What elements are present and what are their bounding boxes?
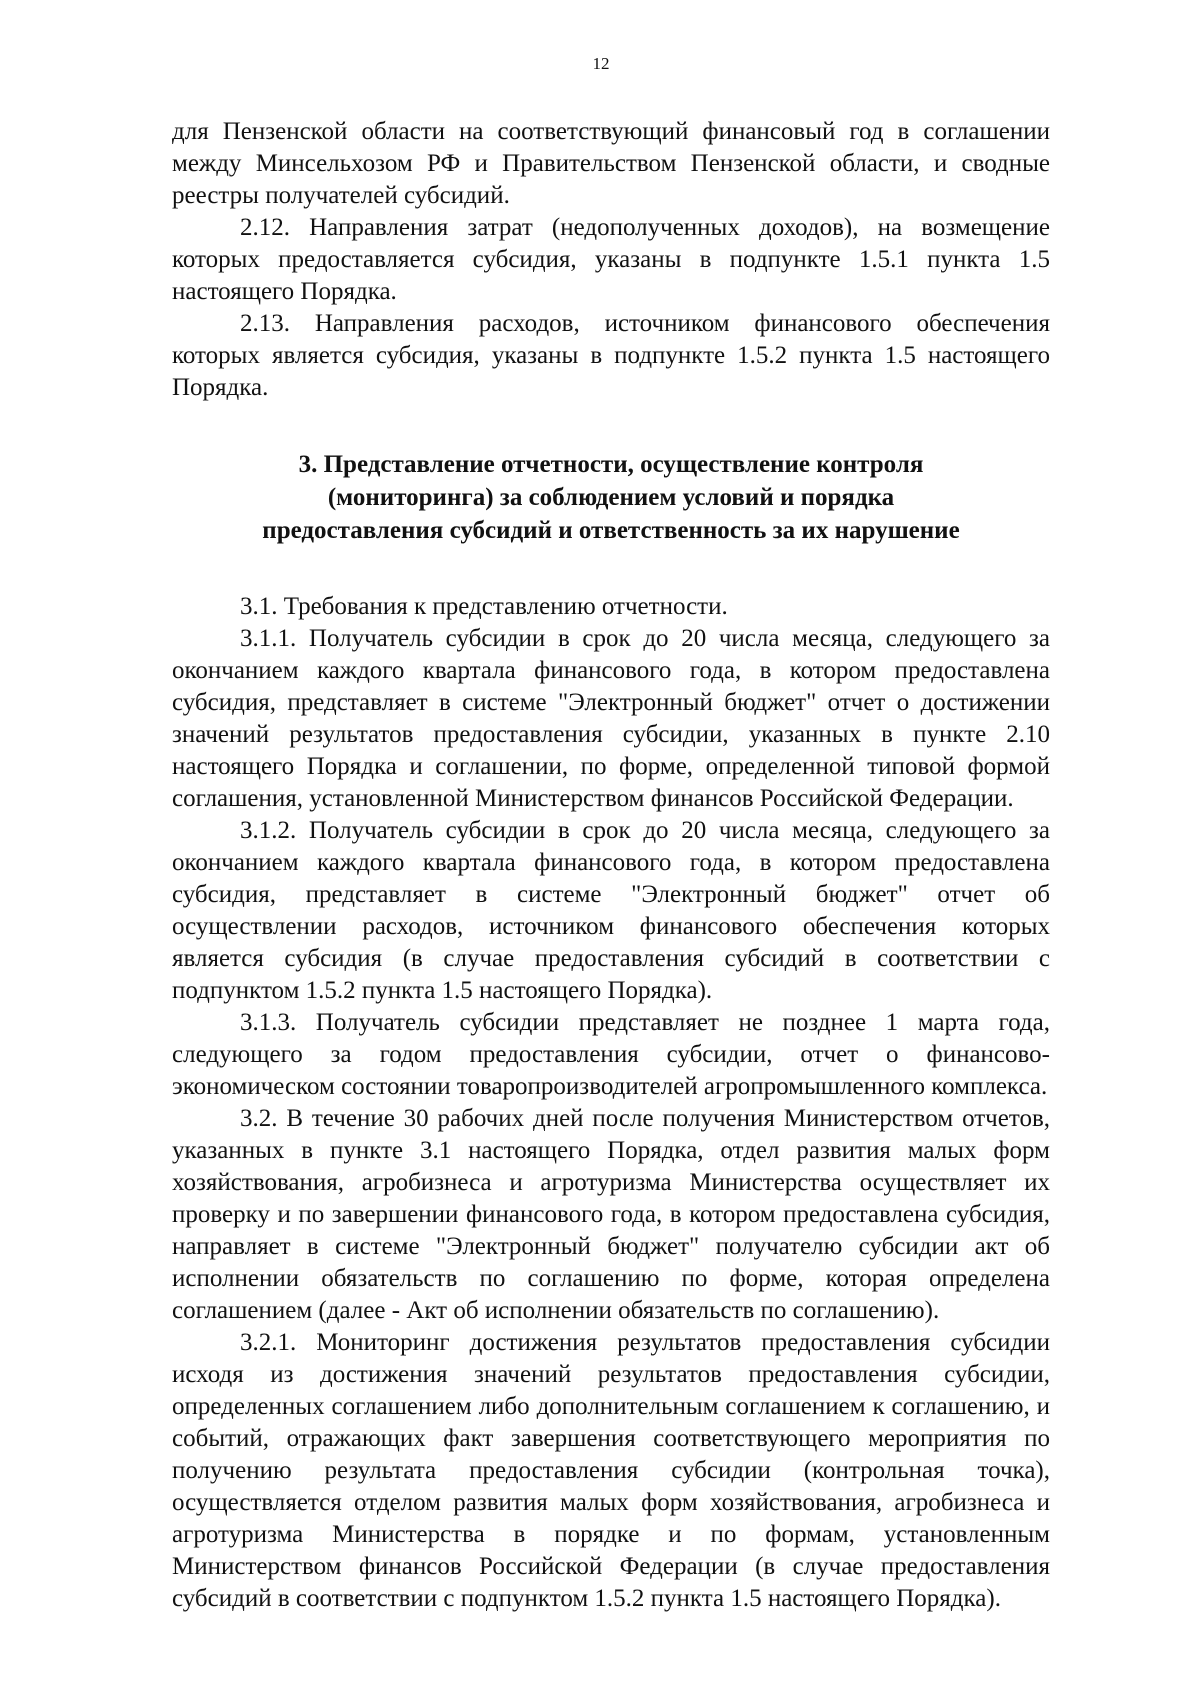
paragraph-3-1-1: 3.1.1. Получатель субсидии в срок до 20 числа месяца, следующего за окончанием каждого квартала финансового года, в котором предоставлена субсидия, представляет в системе "Электронный бюджет" отчет о достижении значений результатов предоставления субсидии, указанных в пункте 2.10 настоящего Порядка и соглашении, по форме, определенной типовой формой соглашения, установленной Министерством финансов Российской Федерации. [172,625,1050,812]
paragraph-2-12: 2.12. Направления затрат (недополученных доходов), на возмещение которых предоставляется субсидия, указаны в подпункте 1.5.1 пункта 1.5 настоящего Порядка. [172,214,1050,305]
paragraph-2-13: 2.13. Направления расходов, источником финансового обеспечения которых является субсидия, указаны в подпункте 1.5.2 пункта 1.5 настоящего Порядка. [172,310,1050,401]
section-heading-line-2: (мониторинга) за соблюдением условий и порядка [327,484,895,511]
paragraph-3-2-1: 3.2.1. Мониторинг достижения результатов предоставления субсидии исходя из достижения значений результатов предоставления субсидии, определенных соглашением либо дополнительным соглашением к соглашению, и событий, отражающих факт завершения соответствующего мероприятия по получению результата предоставления субсидии (контрольная точка), осуществляется отделом развития малых форм хозяйствования, агробизнеса и агротуризма Министерства в порядке и по формам, установленным Министерством финансов Российской Федерации (в случае предоставления субсидий в соответствии с подпунктом 1.5.2 пункта 1.5 настоящего Порядка). [172,1329,1050,1612]
page-number: 12 [592,54,610,73]
section-heading-line-1: 3. Представление отчетности, осуществление контроля [298,451,924,478]
paragraph-3-1: 3.1. Требования к представлению отчетности. [240,593,728,620]
section-heading-line-3: предоставления субсидий и ответственность за их нарушение [262,517,960,544]
top-paragraphs [172,116,1050,404]
paragraph-3-1-2: 3.1.2. Получатель субсидии в срок до 20 числа месяца, следующего за окончанием каждого квартала финансового года, в котором предоставлена субсидия, представляет в системе "Электронный бюджет" отчет об осуществлении расходов, источником финансового обеспечения которых является субсидия (в случае предоставления субсидий в соответствии с подпунктом 1.5.2 пункта 1.5 настоящего Порядка). [172,817,1050,1004]
paragraph-3-1-3: 3.1.3. Получатель субсидии представляет не позднее 1 марта года, следующего за годом предоставления субсидии, отчет о финансово-экономическом состоянии товаропроизводителей агропромышленного комплекса. [172,1009,1050,1100]
paragraph-continuation: для Пензенской области на соответствующий финансовый год в соглашении между Минсельхозом РФ и Правительством Пензенской области, и сводные реестры получателей субсидий. [172,118,1050,209]
paragraph-3-2: 3.2. В течение 30 рабочих дней после получения Министерством отчетов, указанных в пункте 3.1 настоящего Порядка, отдел развития малых форм хозяйствования, агробизнеса и агротуризма Министерства осуществляет их проверку и по завершении финансового года, в котором предоставлена субсидия, направляет в системе "Электронный бюджет" получателю субсидии акт об исполнении обязательств по соглашению по форме, которая определена соглашением (далее - Акт об исполнении обязательств по соглашению). [172,1105,1050,1324]
section-3-heading [172,448,1050,547]
bottom-paragraphs [172,591,1050,1615]
